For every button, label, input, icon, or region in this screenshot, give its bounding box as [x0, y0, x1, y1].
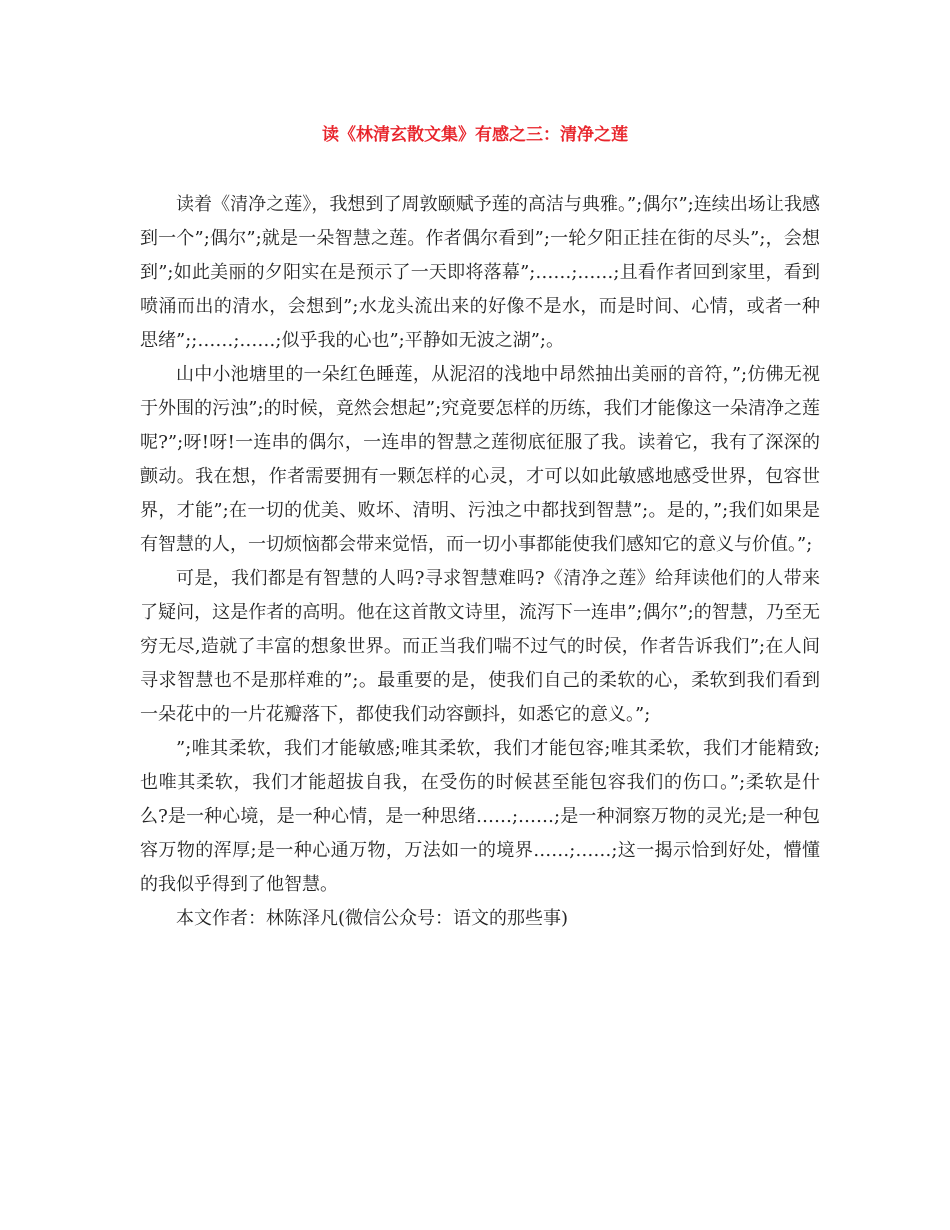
paragraph-2: 山中小池塘里的一朵红色睡莲，从泥沼的浅地中昂然抽出美丽的音符，”;仿佛无视于外围的污浊”;的时候，竟然会想起”;究竟要怎样的历练，我们才能像这一朵清净之莲呢?”;呀!呀!一连串的偶尔，一连串的智慧之莲彻底征服了我。读着它，我有了深深的颤动。我在想，作者需要拥有一颗怎样的心灵，才可以如此敏感地感受世界，包容世界，才能”;在一切的优美、败坏、清明、污浊之中都找到智慧”;。是的，”;我们如果是有智慧的人，一切烦恼都会带来觉悟，而一切小事都能使我们感知它的意义与价值。”;: [140, 364, 820, 555]
document-title: 读《林清玄散文集》有感之三：清净之莲: [322, 125, 628, 145]
paragraph-3: 可是，我们都是有智慧的人吗?寻求智慧难吗?《清净之莲》给拜读他们的人带来了疑问，这是作者的高明。他在这首散文诗里，流泻下一连串”;偶尔”;的智慧，乃至无穷无尽,造就了丰富的想象世界。而正当我们喘不过气的时侯，作者告诉我们”;在人间寻求智慧也不是那样难的”;。最重要的是，使我们自己的柔软的心，柔软到我们看到一朵花中的一片花瓣落下，都使我们动容颤抖，如悉它的意义。”;: [140, 568, 820, 725]
document-body: [140, 188, 820, 936]
paragraph-4: ”;唯其柔软，我们才能敏感;唯其柔软，我们才能包容;唯其柔软，我们才能精致;也唯其柔软，我们才能超拔自我，在受伤的时候甚至能包容我们的伤口。”;柔软是什么?是一种心境，是一种心情，是一种思绪……;……;是一种洞察万物的灵光;是一种包容万物的浑厚;是一种心通万物，万法如一的境界……;……;这一揭示恰到好处，懵懂的我似乎得到了他智慧。: [140, 738, 820, 895]
author-line: 本文作者：林陈泽凡(微信公众号：语文的那些事): [176, 908, 569, 929]
paragraph-1: 读着《清净之莲》，我想到了周敦颐赋予莲的高洁与典雅。”;偶尔”;连续出场让我感到一个”;偶尔”;就是一朵智慧之莲。作者偶尔看到”;一轮夕阳正挂在街的尽头”;，会想到”;如此美丽的夕阳实在是预示了一天即将落幕”;……;……;且看作者回到家里，看到喷涌而出的清水，会想到”;水龙头流出来的好像不是水，而是时间、心情，或者一种思绪”;;……;……;似乎我的心也”;平静如无波之湖”;。: [140, 194, 820, 351]
